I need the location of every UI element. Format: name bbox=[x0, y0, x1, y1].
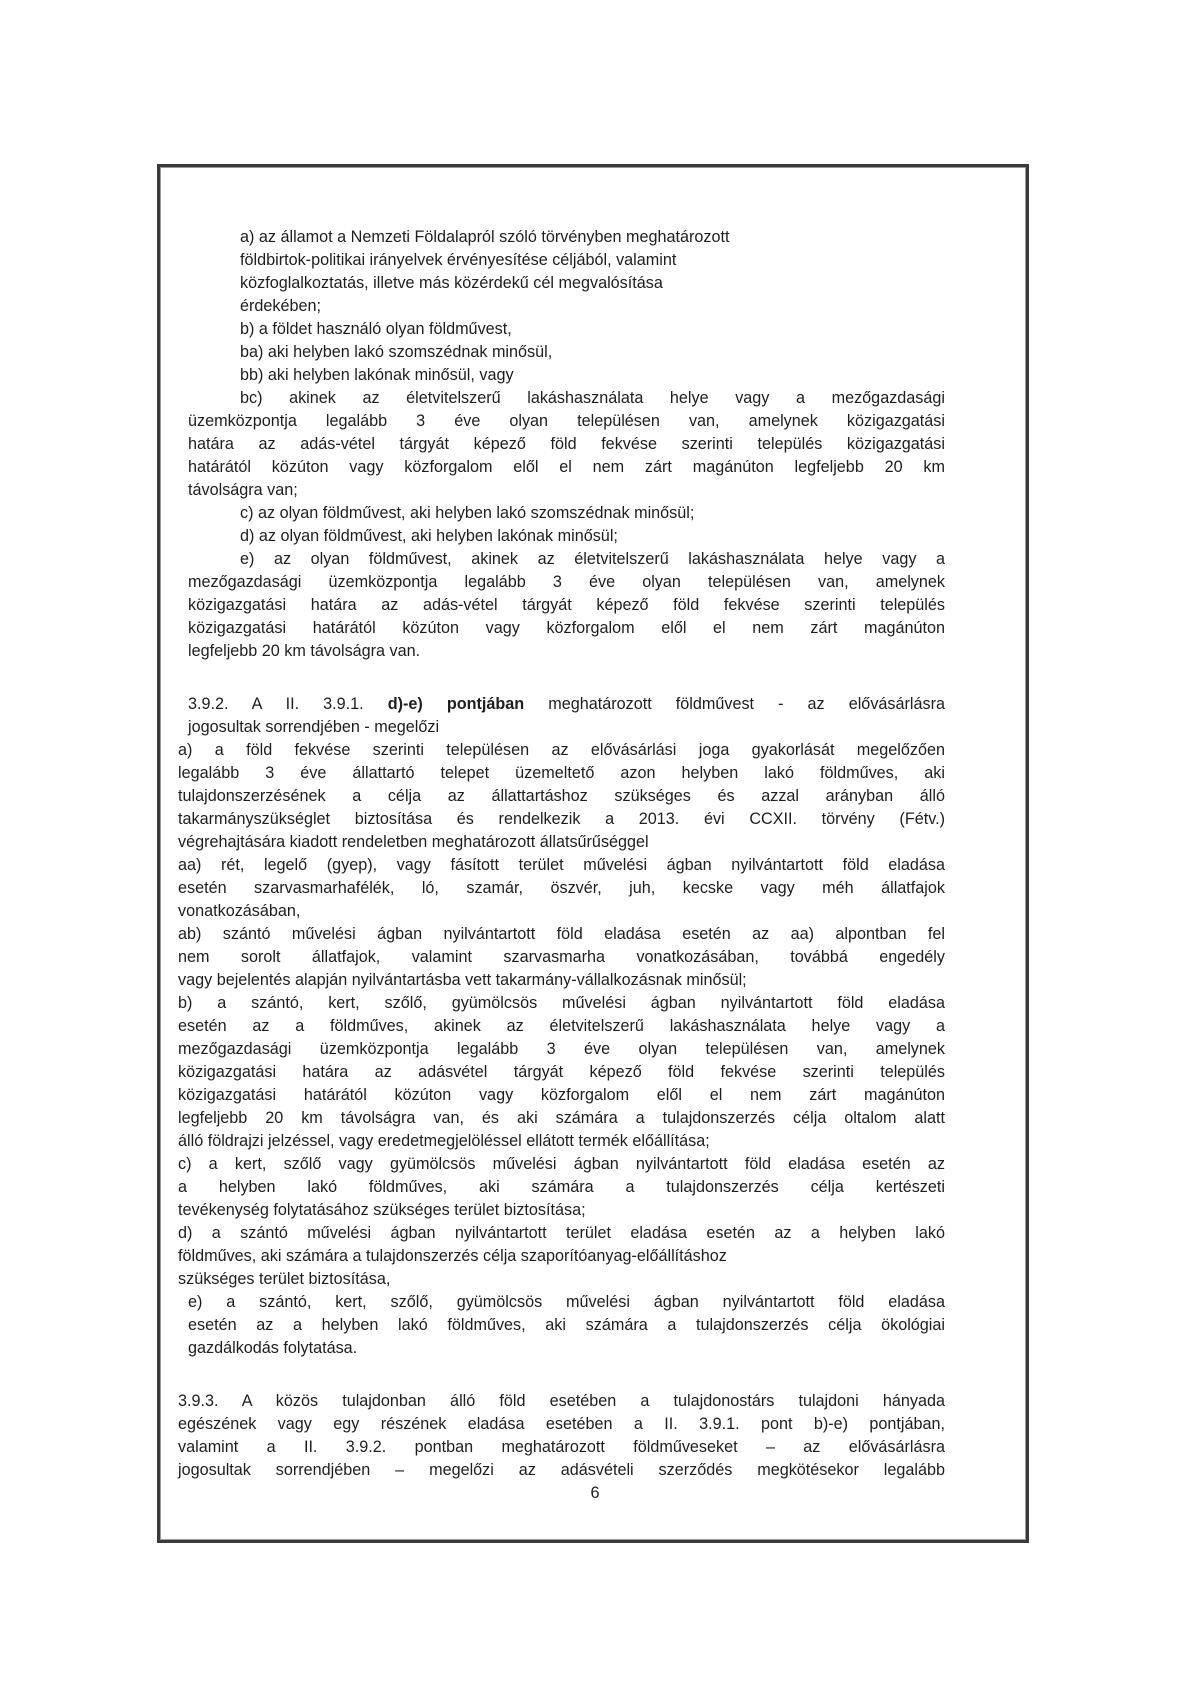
text-line: üzemközpontja legalább 3 éve olyan településen van, amelynek közigazgatási bbox=[188, 412, 945, 430]
text-line: bb) aki helyben lakónak minősül, vagy bbox=[240, 366, 514, 384]
text-line: tulajdonszerzésének a célja az állattartáshoz szükséges és azzal arányban álló bbox=[178, 787, 945, 805]
text-line: közigazgatási határától közúton vagy közforgalom elől el nem zárt magánúton bbox=[178, 1086, 945, 1104]
text-line: ab) szántó művelési ágban nyilvántartott föld eladása esetén az aa) alpontban fel bbox=[178, 925, 945, 943]
text-line: vonatkozásában, bbox=[178, 902, 301, 920]
text-line: gazdálkodás folytatása. bbox=[188, 1339, 358, 1357]
text-line: c) a kert, szőlő vagy gyümölcsös művelési ágban nyilvántartott föld eladása esetén az bbox=[178, 1155, 945, 1173]
text-line: b) a szántó, kert, szőlő, gyümölcsös művelési ágban nyilvántartott föld eladása bbox=[178, 994, 945, 1012]
text-line: legfeljebb 20 km távolságra van, és aki számára a tulajdonszerzés célja oltalom alatt bbox=[178, 1109, 945, 1127]
text-line: bc) akinek az életvitelszerű lakáshasználata helye vagy a mezőgazdasági bbox=[240, 389, 945, 407]
text-line: a helyben lakó földműves, aki számára a tulajdonszerzés célja kertészeti bbox=[178, 1178, 945, 1196]
text-line: határa az adás-vétel tárgyát képező föld fekvése szerinti település közigazgatási bbox=[188, 435, 945, 453]
text-line: b) a földet használó olyan földművest, bbox=[240, 320, 512, 338]
text-line: földműves, aki számára a tulajdonszerzés célja szaporítóanyag-előállításhoz bbox=[178, 1247, 727, 1265]
text-line: közigazgatási határától közúton vagy közforgalom elől el nem zárt magánúton bbox=[188, 619, 945, 637]
text-line: közigazgatási határa az adás-vétel tárgyát képező föld fekvése szerinti település bbox=[188, 596, 945, 614]
text-line: legalább 3 éve állattartó telepet üzemeltető azon helyben lakó földműves, aki bbox=[178, 764, 945, 782]
text-line: esetén az a helyben lakó földműves, aki számára a tulajdonszerzés célja ökológiai bbox=[188, 1316, 945, 1334]
text-line: földbirtok-politikai irányelvek érvényesítése céljából, valamint bbox=[240, 251, 677, 269]
page-number: 6 bbox=[590, 1484, 600, 1502]
text-line: esetén az a földműves, akinek az életvitelszerű lakáshasználata helye vagy a bbox=[178, 1017, 945, 1035]
text-line: e) a szántó, kert, szőlő, gyümölcsös művelési ágban nyilvántartott föld eladása bbox=[188, 1293, 945, 1311]
text-line: tevékenység folytatásához szükséges terület biztosítása; bbox=[178, 1201, 586, 1219]
text-line: végrehajtására kiadott rendeletben meghatározott állatsűrűséggel bbox=[178, 833, 649, 851]
text-line: 3.9.3. A közös tulajdonban álló föld esetében a tulajdonostárs tulajdoni hányada bbox=[178, 1392, 945, 1410]
text-line: e) az olyan földművest, akinek az életvitelszerű lakáshasználata helye vagy a bbox=[240, 550, 945, 568]
text-line: távolságra van; bbox=[188, 481, 298, 499]
text-line: szükséges terület biztosítása, bbox=[178, 1270, 391, 1288]
text-line: nem sorolt állatfajok, valamint szarvasmarha vonatkozásában, továbbá engedély bbox=[178, 948, 945, 966]
text-line: c) az olyan földművest, aki helyben lakó szomszédnak minősül; bbox=[240, 504, 695, 522]
text-line: egészének vagy egy részének eladása esetében a II. 3.9.1. pont b)-e) pontjában, bbox=[178, 1415, 945, 1433]
text-line: 3.9.2. A II. 3.9.1. d)-e) pontjában meghatározott földművest - az elővásárlásra bbox=[188, 695, 945, 713]
text-line: jogosultak sorrendjében – megelőzi az adásvételi szerződés megkötésekor legalább bbox=[178, 1461, 945, 1479]
text-line: valamint a II. 3.9.2. pontban meghatározott földműveseket – az elővásárlásra bbox=[178, 1438, 945, 1456]
text-line: takarmányszükséglet biztosítása és rendelkezik a 2013. évi CCXII. törvény (Fétv.) bbox=[178, 810, 945, 828]
text-line: a) az államot a Nemzeti Földalapról szóló törvényben meghatározott bbox=[240, 228, 730, 246]
text-line: közfoglalkoztatás, illetve más közérdekű cél megvalósítása bbox=[240, 274, 663, 292]
text-line: érdekében; bbox=[240, 297, 322, 315]
text-line: mezőgazdasági üzemközpontja legalább 3 éve olyan településen van, amelynek bbox=[178, 1040, 945, 1058]
text-line: aa) rét, legelő (gyep), vagy fásított terület művelési ágban nyilvántartott föld eladása bbox=[178, 856, 945, 874]
text-line: esetén szarvasmarhafélék, ló, szamár, öszvér, juh, kecske vagy méh állatfajok bbox=[178, 879, 945, 897]
text-line: határától közúton vagy közforgalom elől el nem zárt magánúton legfeljebb 20 km bbox=[188, 458, 945, 476]
text-line: vagy bejelentés alapján nyilvántartásba vett takarmány-vállalkozásnak minősül; bbox=[178, 971, 747, 989]
text-line: ba) aki helyben lakó szomszédnak minősül, bbox=[240, 343, 553, 361]
text-line: d) a szántó művelési ágban nyilvántartott terület eladása esetén az a helyben lakó bbox=[178, 1224, 945, 1242]
text-line: álló földrajzi jelzéssel, vagy eredetmegjelöléssel ellátott termék előállítása; bbox=[178, 1132, 710, 1150]
text-line: d) az olyan földművest, aki helyben lakónak minősül; bbox=[240, 527, 618, 545]
text-line: mezőgazdasági üzemközpontja legalább 3 éve olyan településen van, amelynek bbox=[188, 573, 945, 591]
text-line: közigazgatási határa az adásvétel tárgyát képező föld fekvése szerinti település bbox=[178, 1063, 945, 1081]
text-line: legfeljebb 20 km távolságra van. bbox=[188, 642, 421, 660]
text-line: jogosultak sorrendjében - megelőzi bbox=[188, 718, 440, 736]
text-line: a) a föld fekvése szerinti településen az elővásárlási joga gyakorlását megelőzően bbox=[178, 741, 945, 759]
